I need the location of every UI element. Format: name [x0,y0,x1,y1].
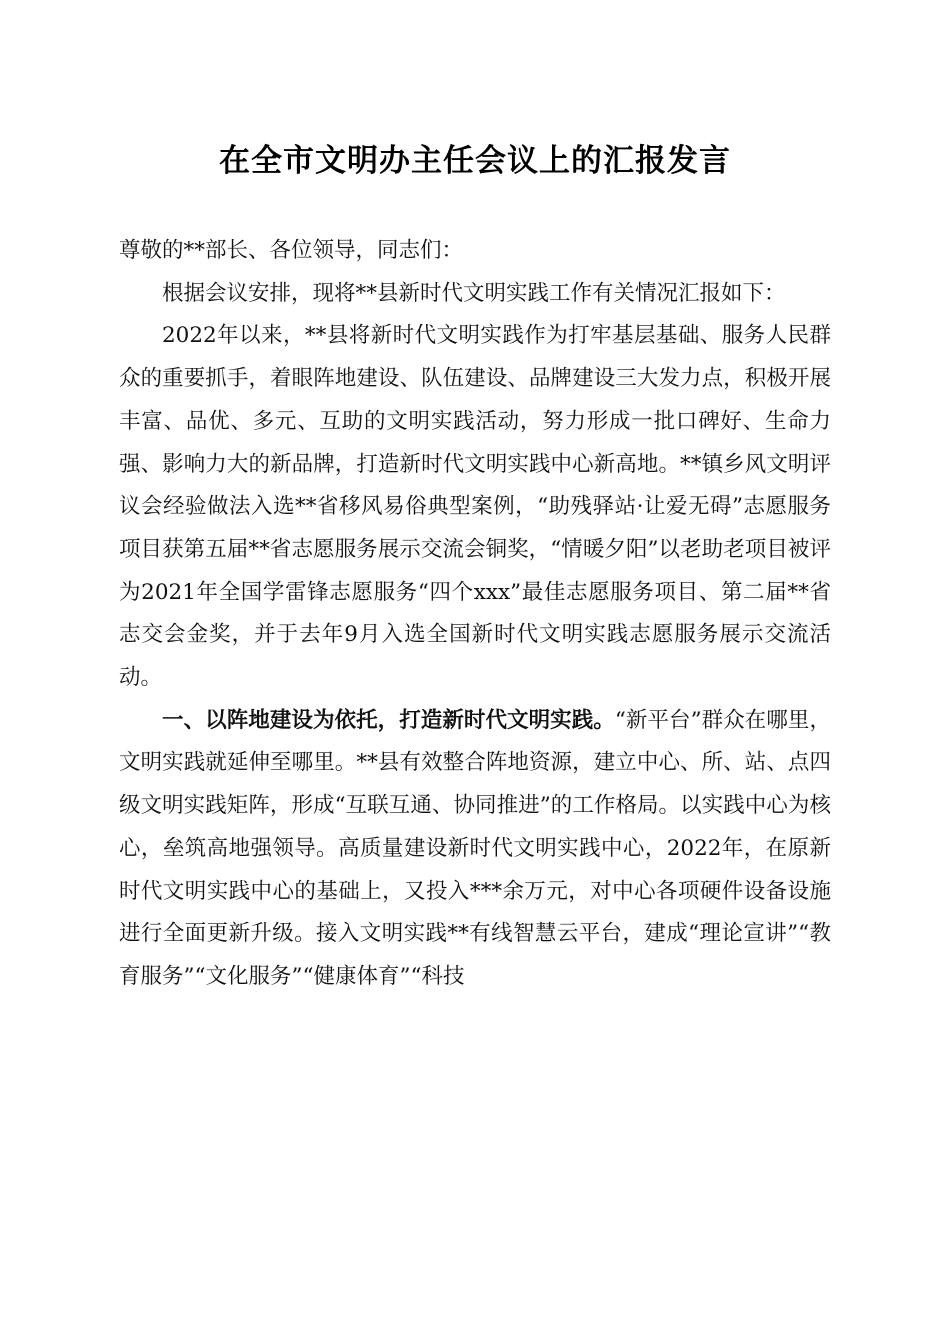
section-1-heading: 一、以阵地建设为依托，打造新时代文明实践。 [162,707,615,733]
section-1-paragraph [119,700,831,999]
section-1-body: “新平台”群众在哪里，文明实践就延伸至哪里。**县有效整合阵地资源，建立中心、所、站、点四级文明实践矩阵，形成“互联互通、协同推进”的工作格局。以实践中心为核心，垒筑高地强领导。高质量建设新时代文明实践中心，2022年，在原新时代文明实践中心的基础上，又投入***余万元，对中心各项硬件设备设施进行全面更新升级。接入文明实践**有线智慧云平台，建成“理论宣讲”“教育服务”“文化服务”“健康体育”“科技 [119,707,831,989]
salutation: 尊敬的**部长、各位领导，同志们： [119,238,464,263]
document-title: 在全市文明办主任会议上的汇报发言 [219,143,731,179]
intro-paragraph: 根据会议安排，现将**县新时代文明实践工作有关情况汇报如下： [162,280,786,306]
overview-paragraph: 2022年以来，**县将新时代文明实践作为打牢基层基础、服务人民群众的重要抓手，着眼阵地建设、队伍建设、品牌建设三大发力点，积极开展丰富、品优、多元、互助的文明实践活动，努力形成一批口碑好、生命力强、影响力大的新品牌，打造新时代文明实践中心新高地。**镇乡风文明评议会经验做法入选**省移风易俗典型案例，“助残驿站·让爱无碍”志愿服务项目获第五届**省志愿服务展示交流会铜奖，“情暖夕阳”以老助老项目被评为2021年全国学雷锋志愿服务“四个xxx”最佳志愿服务项目、第二届**省志交会金奖，并于去年9月入选全国新时代文明实践志愿服务展示交流活动。 [119,323,831,691]
document-body [119,230,831,999]
